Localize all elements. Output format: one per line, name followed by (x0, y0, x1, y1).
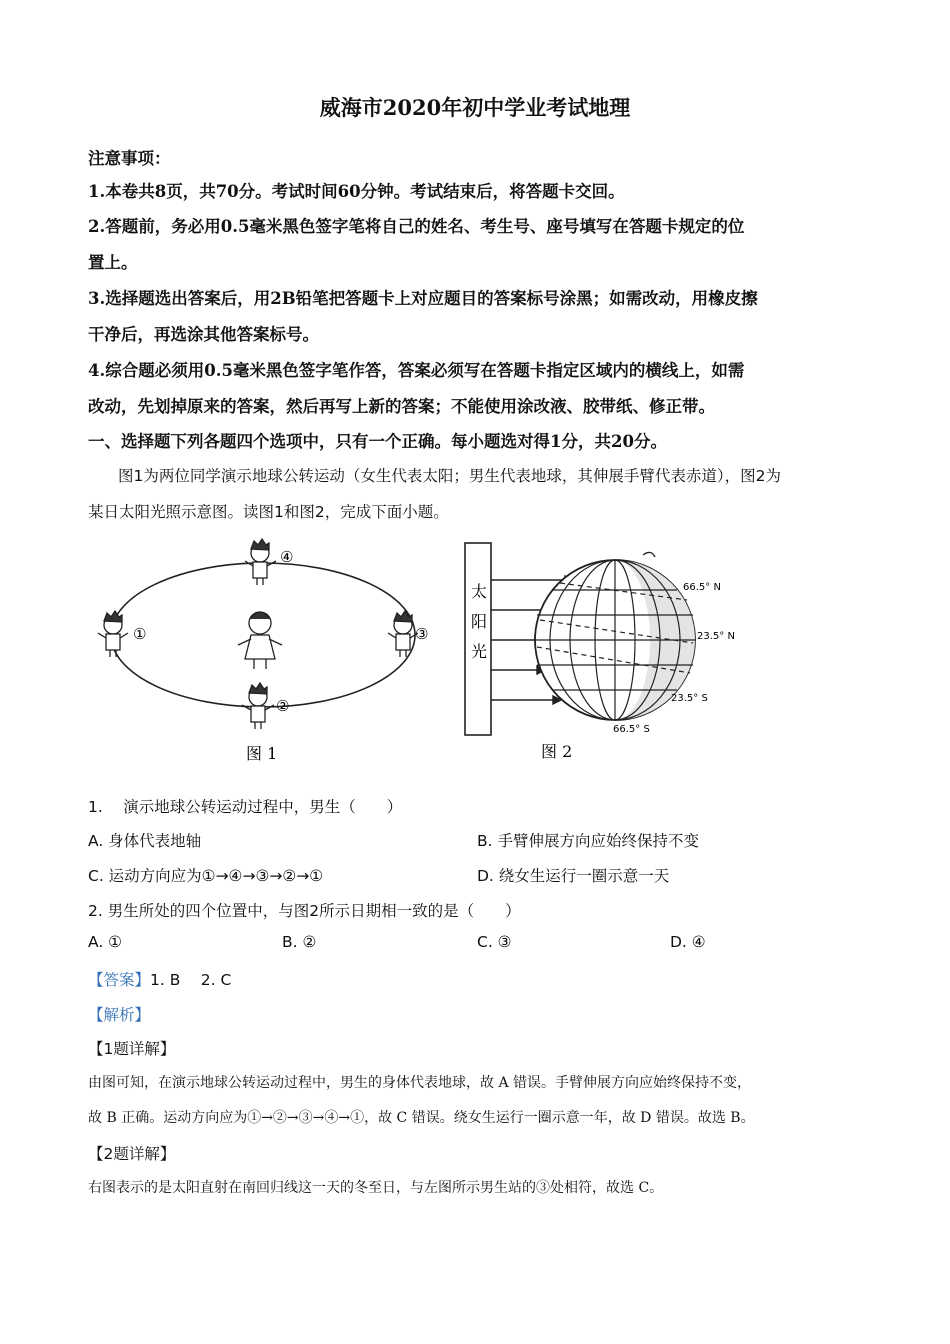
notice-item-1: 1.本卷共8页，共70分。考试时间60分钟。考试结束后，将答题卡交回。 (88, 182, 625, 201)
notice-item-3-line-2: 干净后，再选涂其他答案标号。 (88, 325, 319, 344)
detail-1-line-2: 故 B 正确。运动方向应为①→②→③→④→①，故 C 错误。绕女生运行一圈示意一年，故 D 错误。故选 B。 (88, 1110, 755, 1126)
question-2-stem: 2. 男生所处的四个位置中，与图2所示日期相一致的是（ ） (88, 902, 521, 920)
intro-line-2: 某日太阳光照示意图。读图1和图2，完成下面小题。 (88, 503, 449, 521)
detail-1-label: 【1题详解】 (88, 1040, 176, 1058)
notice-item-4-line-1: 4.综合题必须用0.5毫米黑色签字笔作答，答案必须写在答题卡指定区域内的横线上，如需 (88, 361, 745, 380)
latitude-label-23S: 23.5° S (671, 693, 708, 704)
sun-label-char-2: 阳 (471, 612, 488, 631)
question-1-stem: 1. 演示地球公转运动过程中，男生（ ） (88, 798, 403, 816)
notice-heading: 注意事项： (88, 149, 171, 168)
notice-item-4-line-2: 改动，先划掉原来的答案，然后再写上新的答案；不能使用涂改液、胶带纸、修正带。 (88, 397, 715, 416)
question-1-option-c: C. 运动方向应为①→④→③→②→① (88, 867, 324, 885)
position-label-2: ② (276, 697, 290, 715)
sun-label-char-3: 光 (471, 642, 488, 661)
latitude-label-66N: 66.5° N (683, 582, 721, 593)
detail-2-line-1: 右图表示的是太阳直射在南回归线这一天的冬至日，与左图所示男生站的③处相符，故选 C。 (88, 1180, 664, 1196)
position-label-1: ① (133, 625, 147, 643)
answer-text: 1. B 2. C (150, 971, 232, 989)
figure-2-sunlight (455, 535, 755, 767)
question-1-option-b: B. 手臂伸展方向应始终保持不变 (477, 832, 699, 850)
boy-position-3 (388, 611, 418, 657)
question-2-option-b: B. ② (282, 933, 317, 951)
question-1-option-a: A. 身体代表地轴 (88, 832, 202, 850)
detail-2-label: 【2题详解】 (88, 1145, 176, 1163)
question-2-option-c: C. ③ (477, 933, 512, 951)
analysis-label: 【解析】 (88, 1006, 151, 1024)
position-label-3: ③ (415, 625, 429, 643)
question-1-option-d: D. 绕女生运行一圈示意一天 (477, 867, 670, 885)
girl-sun-figure (238, 612, 282, 669)
sun-label-char-1: 太 (471, 582, 488, 601)
figure-1-orbit (88, 535, 438, 767)
figure-1-caption: 图 1 (246, 744, 278, 763)
answer-label: 【答案】 (88, 971, 151, 989)
page-title: 威海市2020年初中学业考试地理 (319, 95, 631, 120)
detail-1-line-1: 由图可知，在演示地球公转运动过程中，男生的身体代表地球，故 A 错误。手臂伸展方向应始终保持不变， (88, 1075, 752, 1091)
answer-line (88, 968, 231, 990)
position-label-4: ④ (280, 548, 294, 566)
intro-line-1: 图1为两位同学演示地球公转运动（女生代表太阳；男生代表地球，其伸展手臂代表赤道），图2为 (118, 467, 781, 485)
sunlight-panel (465, 543, 491, 735)
section-heading: 一、选择题下列各题四个选项中，只有一个正确。每小题选对得1分，共20分。 (88, 432, 667, 451)
figure-2-caption: 图 2 (541, 742, 573, 761)
notice-item-2-line-2: 置上。 (88, 253, 138, 272)
question-2-option-d: D. ④ (670, 933, 706, 951)
notice-item-3-line-1: 3.选择题选出答案后，用2B铅笔把答题卡上对应题目的答案标号涂黑；如需改动，用橡皮擦 (88, 289, 758, 308)
notice-item-2-line-1: 2.答题前，务必用0.5毫米黑色签字笔将自己的姓名、考生号、座号填写在答题卡规定的位 (88, 217, 745, 236)
question-2-option-a: A. ① (88, 933, 123, 951)
latitude-label-23N: 23.5° N (697, 631, 735, 642)
boy-position-4 (245, 539, 276, 585)
boy-position-1 (98, 611, 128, 657)
latitude-label-66S: 66.5° S (613, 724, 650, 735)
